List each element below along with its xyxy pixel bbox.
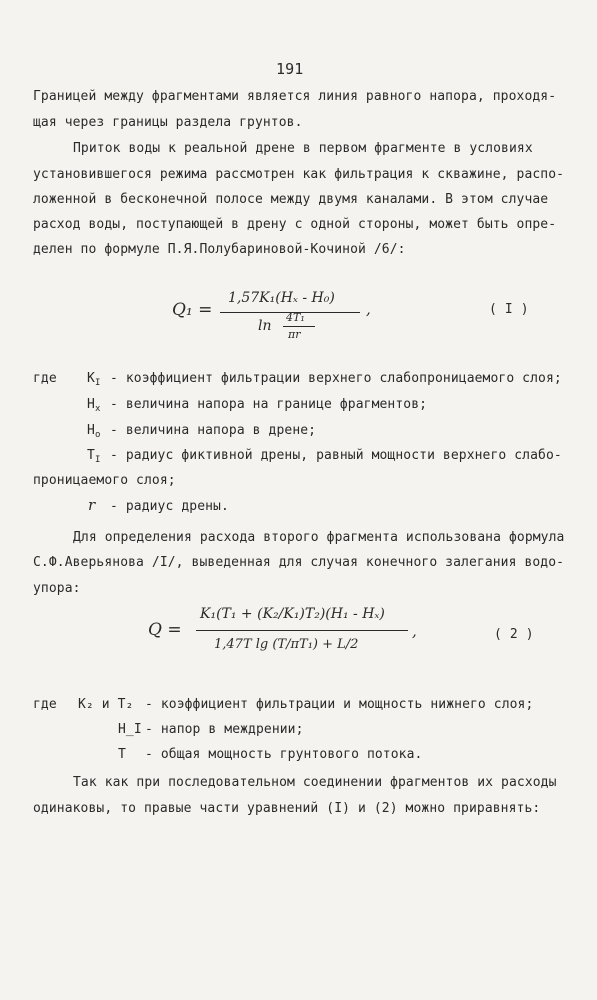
paragraph-line: ложенной в бесконечной полосе между двумя каналами. В этом случае	[33, 192, 549, 207]
where-text: - коэффициент фильтрации и мощность нижнего слоя;	[145, 697, 534, 712]
where-text: - коэффициент фильтрации верхнего слабопроницаемого слоя;	[110, 371, 562, 386]
where-prefix: где	[33, 697, 57, 712]
eq1-den-den: πr	[288, 328, 301, 341]
where-symbol: $T_I$	[87, 448, 101, 465]
where-symbol: $H_o$	[87, 423, 101, 440]
paragraph-line: щая через границы раздела грунтов.	[33, 115, 303, 130]
eq1-lhs: Q₁ =	[172, 300, 213, 320]
eq1-label: ( I )	[489, 302, 529, 317]
where-symbol: $H_x$	[87, 397, 101, 414]
eq1-ln: ln	[258, 318, 272, 334]
eq2-fraction-bar	[196, 630, 408, 631]
where-text: проницаемого слоя;	[33, 473, 176, 488]
paragraph-line: Для определения расхода второго фрагмента использована формула	[73, 530, 565, 545]
where-text: - величина напора в дрене;	[110, 423, 317, 438]
where-text: - общая мощность грунтового потока.	[145, 747, 423, 762]
eq2-denominator: 1,47T lg (T/πT₁) + L/2	[214, 637, 359, 652]
where-text: - радиус фиктивной дрены, равный мощности верхнего слабо-	[110, 448, 562, 463]
eq2-numerator: K₁(T₁ + (K₂/K₁)T₂)(H₁ - Hₓ)	[200, 606, 385, 622]
where-prefix: где	[33, 371, 57, 386]
where-symbol: $K_I$	[87, 371, 101, 388]
where-symbol: K₂ и T₂	[78, 697, 134, 712]
where-symbol: r	[88, 496, 96, 514]
paragraph-line: одинаковы, то правые части уравнений (I) и (2) можно приравнять:	[33, 801, 541, 816]
eq2-label: ( 2 )	[494, 627, 534, 642]
where-symbol: H_I	[118, 722, 142, 737]
where-text: - напор в междрении;	[145, 722, 304, 737]
paragraph-line: расход воды, поступающей в дрену с одной стороны, может быть опре-	[33, 217, 557, 232]
paragraph-line: Так как при последовательном соединении фрагментов их расходы	[73, 775, 557, 790]
eq1-inner-bar	[283, 326, 315, 327]
paragraph-line: Границей между фрагментами является линия равного напора, проходя-	[33, 89, 557, 104]
eq2-comma: ,	[412, 622, 417, 640]
where-text: - величина напора на границе фрагментов;	[110, 397, 428, 412]
paragraph-line: установившегося режима рассмотрен как фильтрация к скважине, распо-	[33, 167, 565, 182]
paragraph-line: делен по формуле П.Я.Полубариновой-Кочиной /6/:	[33, 242, 406, 257]
eq1-numerator: 1,57K₁(Hₓ - H₀)	[228, 290, 335, 306]
eq2-lhs: Q =	[148, 620, 182, 640]
page-number: 191	[276, 60, 304, 78]
paragraph-line: С.Ф.Аверьянова /I/, выведенная для случая конечного залегания водо-	[33, 555, 565, 570]
paragraph-line: упора:	[33, 581, 81, 596]
where-symbol: T	[118, 747, 126, 762]
eq1-den-num: 4T₁	[286, 311, 305, 324]
where-text: - радиус дрены.	[110, 499, 229, 514]
eq1-comma: ,	[366, 300, 371, 318]
paragraph-line: Приток воды к реальной дрене в первом фрагменте в условиях	[73, 141, 533, 156]
